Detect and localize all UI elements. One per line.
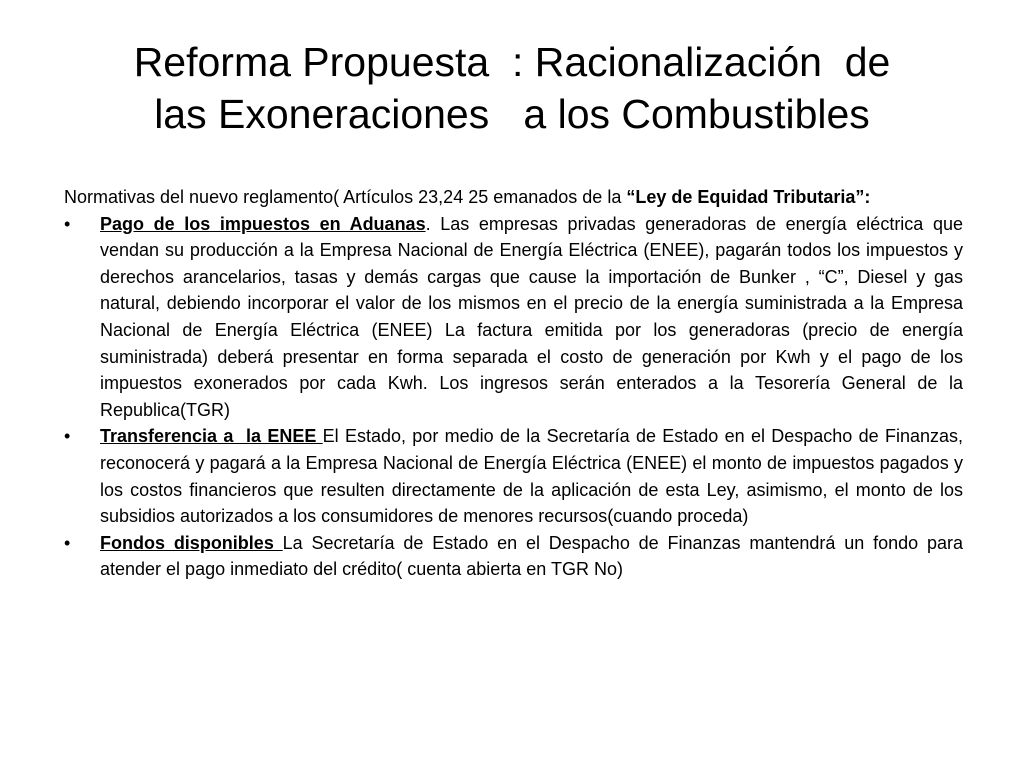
bullet-marker: • xyxy=(64,426,71,447)
bullet-marker: • xyxy=(64,213,71,234)
bullet-item-fondos xyxy=(64,530,963,583)
slide-body xyxy=(64,184,963,583)
bullet-marker: • xyxy=(64,532,71,553)
bullet-item-aduanas xyxy=(64,211,963,424)
slide-title: Reforma Propuesta : Racionalización de las Exoneraciones a los Combustibles xyxy=(133,39,891,137)
bullet-text: . Las empresas privadas generadoras de energía eléctrica que vendan su producción a la Empresa Nacional de Energía Eléctrica (ENEE), pagarán todos los impuestos y derechos arancelarios, tasas y demás cargas que cause la importación de Bunker , “C”, Diesel y gas natural, debiendo incorporar el valor de los mismos en el precio de la energía suministrada a la Empresa Nacional de Energía Eléctrica (ENEE) La factura emitida por los generadoras (precio de energía suministrada) deberá presentar en forma separada el costo de generación por Kwh y el pago de los impuestos exonerados por cada Kwh. Los ingresos serán enterados a la Tesorería General de la Republica(TGR) xyxy=(100,213,963,420)
bullet-text: La Secretaría de Estado en el Despacho de Finanzas mantendrá un fondo para atender el pago inmediato del crédito( cuenta abierta en TGR No) xyxy=(100,532,964,580)
bullet-text: El Estado, por medio de la Secretaría de Estado en el Despacho de Finanzas, reconocerá y pagará a la Empresa Nacional de Energía Eléctrica (ENEE) el monto de impuestos pagados y los costos financieros que resulten directamente de la aplicación de esta Ley, asimismo, el monto de los subsidios autorizados a los consumidores de menores recursos(cuando proceda) xyxy=(100,426,963,527)
bullet-lead: Transferencia a la ENEE xyxy=(100,426,323,447)
intro-emphasis: “Ley de Equidad Tributaria”: xyxy=(626,187,871,207)
bullet-item-transferencia xyxy=(64,423,963,529)
intro-text: Normativas del nuevo reglamento( Artículos 23,24 25 emanados de la xyxy=(64,187,627,207)
bullet-lead: Fondos disponibles xyxy=(100,532,283,553)
intro-paragraph xyxy=(64,184,963,211)
bullet-lead: Pago de los impuestos en Aduanas xyxy=(100,213,426,234)
bullet-list xyxy=(64,211,963,583)
